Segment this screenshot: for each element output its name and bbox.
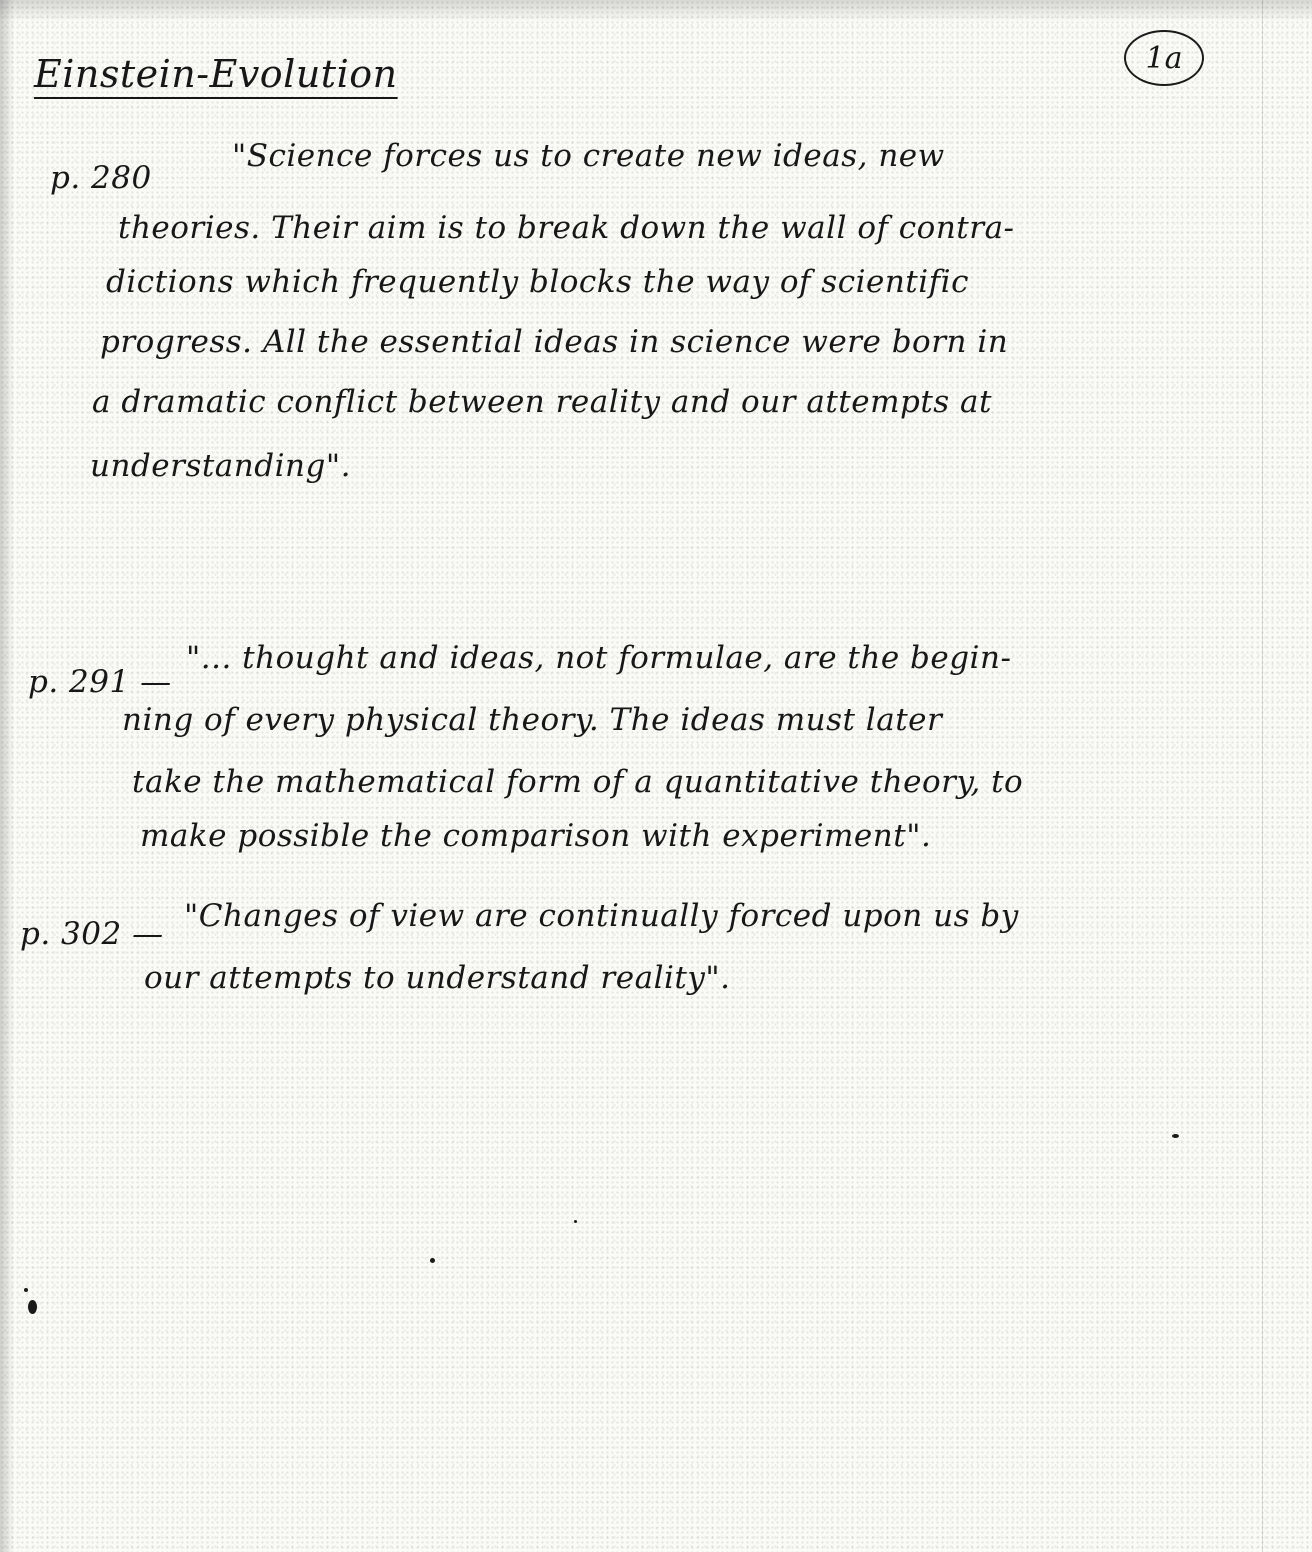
entry-3-line-1: "Changes of view are continually forced upon us by	[184, 898, 1019, 934]
scan-shadow-left	[0, 0, 14, 1552]
ink-speck	[24, 1288, 28, 1292]
page-number-circle: 1a	[1124, 30, 1204, 86]
entry-2-line-2: ning of every physical theory. The ideas must later	[122, 702, 943, 738]
note-title: Einstein-Evolution	[34, 52, 398, 96]
page-fold-line	[1262, 0, 1263, 1552]
entry-1-line-4: progress. All the essential ideas in science were born in	[100, 324, 1009, 360]
ink-speck	[430, 1258, 435, 1263]
entry-2-line-4: make possible the comparison with experiment".	[140, 818, 932, 854]
entry-2-page-ref: p. 291 —	[28, 664, 172, 700]
entry-1-line-1: "Science forces us to create new ideas, new	[232, 138, 945, 174]
entry-1-line-3: dictions which frequently blocks the way of scientific	[106, 264, 969, 300]
scan-shadow-top	[0, 0, 1312, 22]
entry-3-line-2: our attempts to understand reality".	[144, 960, 731, 996]
ink-speck	[1172, 1134, 1179, 1138]
entry-1-page-ref: p. 280	[50, 160, 152, 196]
ink-speck	[574, 1220, 577, 1223]
entry-2-line-1: "... thought and ideas, not formulae, are the begin-	[186, 640, 1012, 676]
entry-2-line-3: take the mathematical form of a quantitative theory, to	[132, 764, 1024, 800]
ink-blot	[28, 1300, 37, 1314]
entry-1-line-2: theories. Their aim is to break down the wall of contra-	[118, 210, 1015, 246]
entry-3-page-ref: p. 302 —	[20, 916, 164, 952]
entry-1-line-6: understanding".	[90, 448, 351, 484]
entry-1-line-5: a dramatic conflict between reality and our attempts at	[92, 384, 992, 420]
